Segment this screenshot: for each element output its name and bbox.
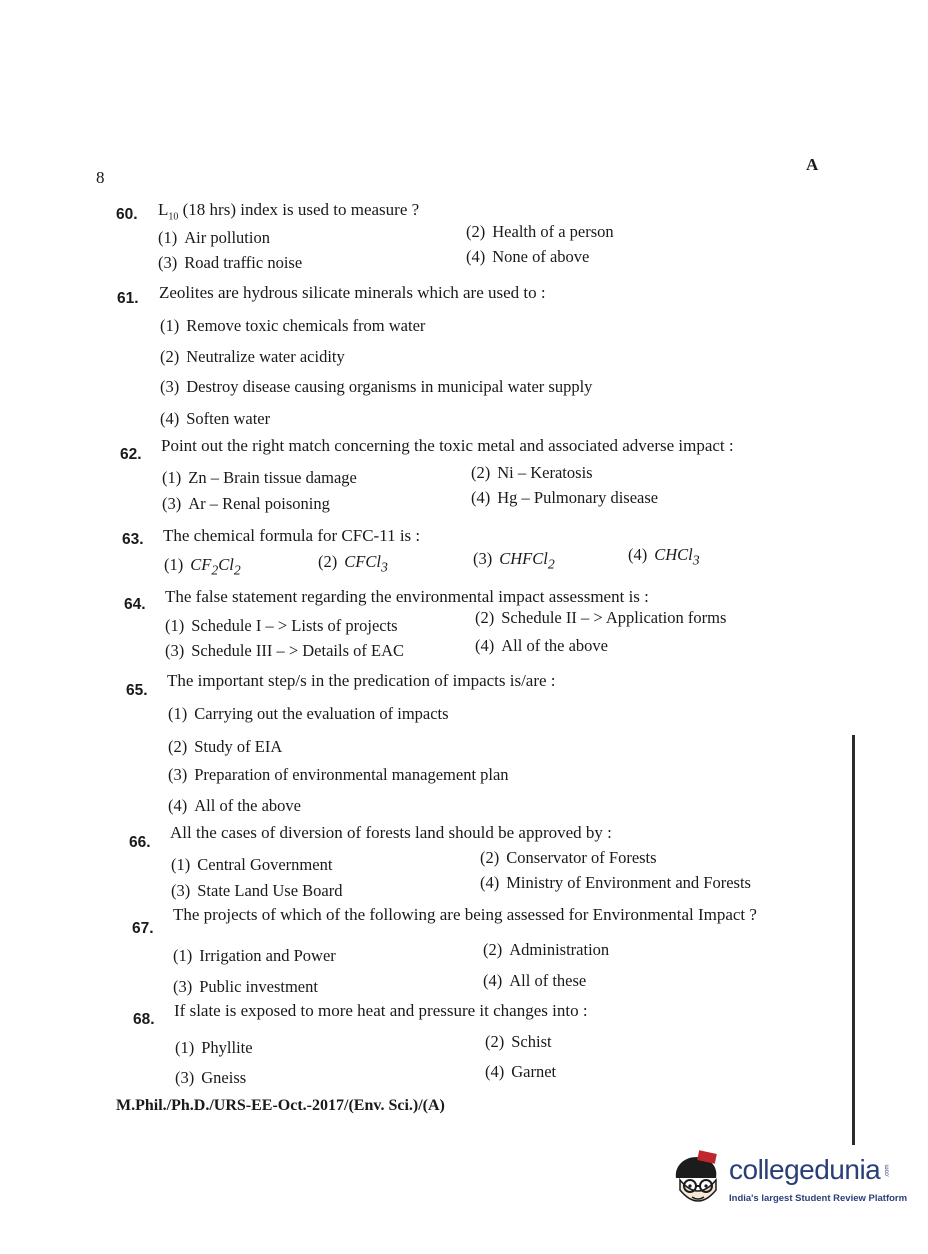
watermark-tagline: India's largest Student Review Platform bbox=[729, 1193, 908, 1204]
option-2: (2) Administration bbox=[483, 940, 610, 959]
watermark-brand: collegedunia bbox=[729, 1154, 881, 1185]
option-2: (2) Neutralize water acidity bbox=[160, 347, 345, 366]
question-text: All the cases of diversion of forests land should be approved by : bbox=[170, 823, 612, 842]
question-text: The false statement regarding the environmental impact assessment is : bbox=[165, 587, 649, 606]
page-number: 8 bbox=[96, 168, 105, 187]
question-number: 62. bbox=[120, 446, 142, 463]
option-3: (3) Preparation of environmental management plan bbox=[168, 765, 509, 784]
question-number: 68. bbox=[133, 1011, 155, 1028]
option-2: (2) Study of EIA bbox=[168, 737, 283, 756]
option-3: (3) Destroy disease causing organisms in municipal water supply bbox=[160, 377, 593, 396]
question-text: $L_{10}$ (18 hrs) index is used to measure ? bbox=[158, 200, 420, 223]
option-2: (2) Ni – Keratosis bbox=[471, 463, 593, 482]
option-1: (1) Central Government bbox=[171, 855, 333, 874]
option-4: (4) Ministry of Environment and Forests bbox=[480, 873, 751, 892]
question-text: If slate is exposed to more heat and pressure it changes into : bbox=[174, 1001, 588, 1020]
option-2: (2) Health of a person bbox=[466, 222, 614, 241]
watermark-tld: .com bbox=[884, 1164, 891, 1178]
option-1: (1) Zn – Brain tissue damage bbox=[162, 468, 357, 487]
option-2: (2) Schedule II – > Application forms bbox=[475, 608, 727, 627]
question-number: 65. bbox=[126, 682, 148, 699]
option-4: (4) None of above bbox=[466, 247, 590, 266]
option-4: (4) Garnet bbox=[485, 1062, 557, 1081]
page-edge-rule bbox=[852, 735, 855, 1145]
option-2: (2) Conservator of Forests bbox=[480, 848, 657, 867]
option-4: (4) CHCl$_3$ bbox=[628, 545, 700, 568]
paper-code-footer: M.Phil./Ph.D./URS-EE-Oct.-2017/(Env. Sci.)/(A) bbox=[116, 1097, 445, 1114]
option-1: (1) Phyllite bbox=[175, 1038, 253, 1057]
option-2: (2) CFCl$_3$ bbox=[318, 552, 388, 575]
question-number: 64. bbox=[124, 596, 146, 613]
option-2: (2) Schist bbox=[485, 1032, 552, 1051]
collegedunia-watermark bbox=[668, 1150, 908, 1215]
option-1: (1) $CF_2Cl_2$ bbox=[164, 555, 241, 578]
option-4: (4) All of these bbox=[483, 971, 587, 990]
option-1: (1) Irrigation and Power bbox=[173, 946, 336, 965]
option-4: (4) Soften water bbox=[160, 409, 271, 428]
question-text: Zeolites are hydrous silicate minerals which are used to : bbox=[159, 283, 546, 302]
question-text: Point out the right match concerning the toxic metal and associated adverse impact : bbox=[161, 436, 734, 455]
question-number: 66. bbox=[129, 834, 151, 851]
question-number: 63. bbox=[122, 531, 144, 548]
option-1: (1) Remove toxic chemicals from water bbox=[160, 316, 426, 335]
option-4: (4) Hg – Pulmonary disease bbox=[471, 488, 659, 507]
option-3: (3) Road traffic noise bbox=[158, 253, 303, 272]
option-3: (3) State Land Use Board bbox=[171, 881, 343, 900]
option-4: (4) All of the above bbox=[475, 636, 609, 655]
option-1: (1) Air pollution bbox=[158, 228, 270, 247]
question-number: 60. bbox=[116, 206, 138, 223]
option-4: (4) All of the above bbox=[168, 796, 302, 815]
option-3: (3) Ar – Renal poisoning bbox=[162, 494, 330, 513]
set-letter: A bbox=[806, 155, 819, 174]
question-number: 67. bbox=[132, 920, 154, 937]
option-3: (3) Schedule III – > Details of EAC bbox=[165, 641, 405, 660]
option-3: (3) Gneiss bbox=[175, 1068, 247, 1087]
question-number: 61. bbox=[117, 290, 139, 307]
mascot-icon bbox=[668, 1150, 728, 1212]
question-text: The projects of which of the following are being assessed for Environmental Impact ? bbox=[173, 905, 757, 924]
option-1: (1) Schedule I – > Lists of projects bbox=[165, 616, 398, 635]
option-3: (3) CHFCl$_2$ bbox=[473, 549, 555, 572]
question-text: The chemical formula for CFC-11 is : bbox=[163, 526, 421, 545]
option-1: (1) Carrying out the evaluation of impacts bbox=[168, 704, 449, 723]
option-3: (3) Public investment bbox=[173, 977, 318, 996]
question-text: The important step/s in the predication of impacts is/are : bbox=[167, 671, 556, 690]
